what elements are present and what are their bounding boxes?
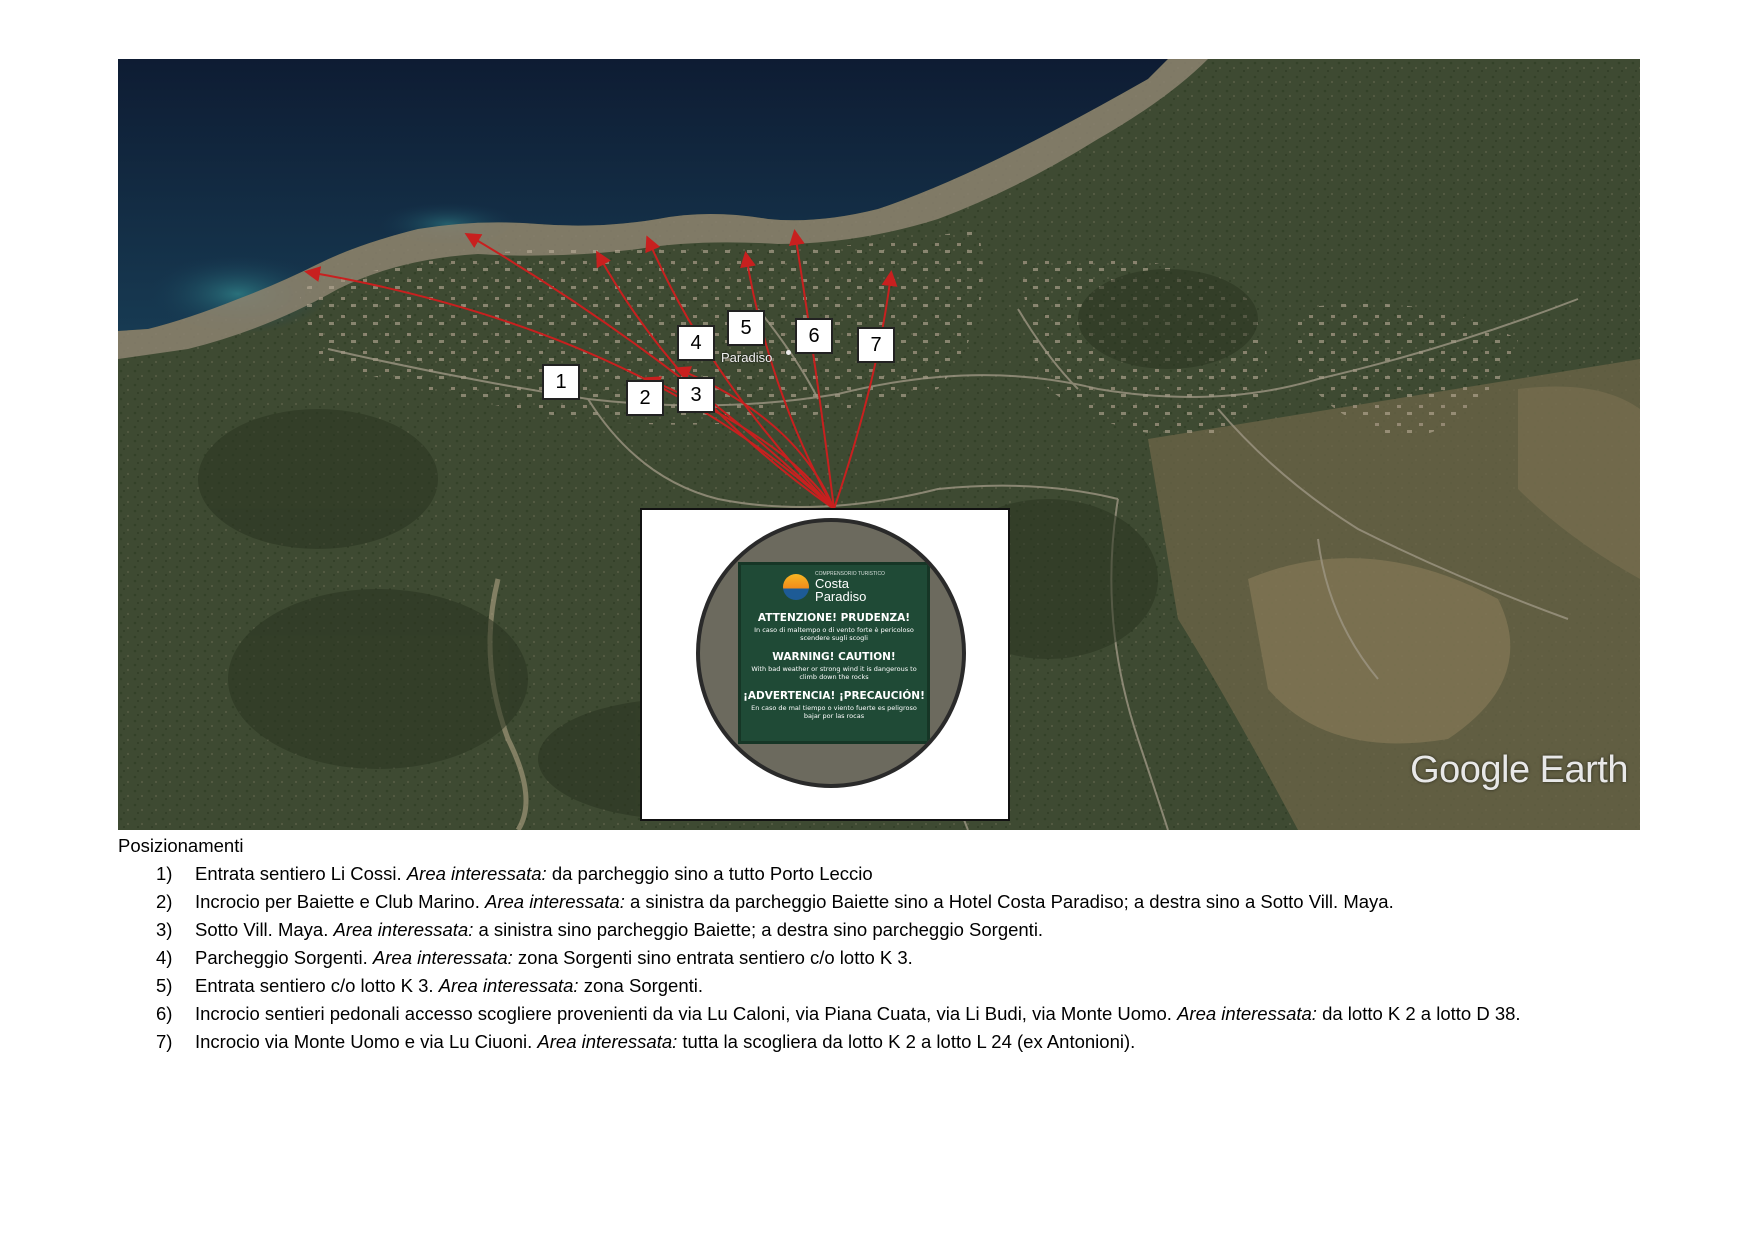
legend-text: Incrocio sentieri pedonali accesso scogliere provenienti da via Lu Caloni, via Piana Cuata, via Li Budi, via Monte Uomo. [195,1003,1178,1024]
legend-item [118,972,1678,1000]
legend-item [118,1000,1678,1028]
marker-5: 5 [727,310,765,346]
legend-item [118,916,1678,944]
sign-header-en: WARNING! CAUTION! [772,651,896,663]
legend-area-label: Area interessata: [406,863,547,884]
sign-text-es: En caso de mal tiempo o viento fuerte es peligroso bajar por las rocas [751,704,917,720]
legend-text: zona Sorgenti. [578,975,704,996]
sun-logo-icon [783,574,809,600]
sign-text-en: With bad weather or strong wind it is dangerous to climb down the rocks [751,665,917,681]
legend-title: Posizionamenti [118,835,244,856]
legend-text: Entrata sentiero c/o lotto K 3. [195,975,439,996]
legend-num: 1) [156,863,173,884]
legend-item [118,888,1678,916]
arrow-group [308,233,891,509]
legend-text: da lotto K 2 a lotto D 38. [1316,1003,1521,1024]
legend-list [118,860,1678,1056]
legend-num: 7) [156,1031,173,1052]
brand-small: COMPRENSORIO TURISTICO [815,571,885,577]
place-label-paradiso: Paradiso [721,350,773,365]
legend-text: a sinistra sino parcheggio Baiette; a destra sino parcheggio Sorgenti. [473,919,1044,940]
legend-num: 3) [156,919,173,940]
brand-line2: Paradiso [815,589,867,604]
brand-text [815,571,885,603]
legend-item [118,860,1678,888]
marker-6: 6 [795,318,833,354]
legend [118,832,1678,1056]
legend-text: Incrocio per Baiette e Club Marino. [195,891,485,912]
arrow-6 [795,233,834,509]
warning-sign [738,562,930,744]
marker-4: 4 [677,325,715,361]
legend-area-label: Area interessata: [484,891,625,912]
legend-num: 2) [156,891,173,912]
arrow-7 [834,274,891,509]
legend-text: Entrata sentiero Li Cossi. [195,863,407,884]
legend-item [118,944,1678,972]
sign-photo [696,518,966,788]
legend-num: 5) [156,975,173,996]
legend-text: Incrocio via Monte Uomo e via Lu Ciuoni. [195,1031,538,1052]
legend-num: 4) [156,947,173,968]
legend-area-label: Area interessata: [438,975,579,996]
legend-text: Parcheggio Sorgenti. [195,947,373,968]
legend-area-label: Area interessata: [1177,1003,1317,1024]
legend-text: tutta la scogliera da lotto K 2 a lotto L 24 (ex Antonioni). [677,1031,1136,1052]
marker-1: 1 [542,364,580,400]
legend-area-label: Area interessata: [333,919,474,940]
legend-text: a sinistra da parcheggio Baiette sino a Hotel Costa Paradiso; a destra sino a Sotto Vill. Maya. [624,891,1394,912]
legend-item [118,1028,1678,1056]
legend-text: da parcheggio sino a tutto Porto Leccio [546,863,873,884]
marker-3: 3 [677,377,715,413]
google-earth-watermark: Google Earth [1410,749,1628,791]
marker-7: 7 [857,327,895,363]
legend-area-label: Area interessata: [372,947,513,968]
legend-area-label: Area interessata: [537,1031,678,1052]
legend-text: Sotto Vill. Maya. [195,919,334,940]
legend-num: 6) [156,1003,173,1024]
legend-text: zona Sorgenti sino entrata sentiero c/o lotto K 3. [512,947,913,968]
sign-header-it: ATTENZIONE! PRUDENZA! [757,612,911,624]
satellite-map [118,59,1640,830]
costa-paradiso-logo [741,571,927,603]
marker-2: 2 [626,380,664,416]
sign-photo-inset [640,508,1010,821]
sign-header-es: ¡ADVERTENCIA! ¡PRECAUCIÓN! [743,690,925,702]
place-dot [786,350,791,355]
sign-text-it: In caso di maltempo o di vento forte è pericoloso scendere sugli scogli [754,626,914,642]
brand-line1: Costa [815,576,849,591]
